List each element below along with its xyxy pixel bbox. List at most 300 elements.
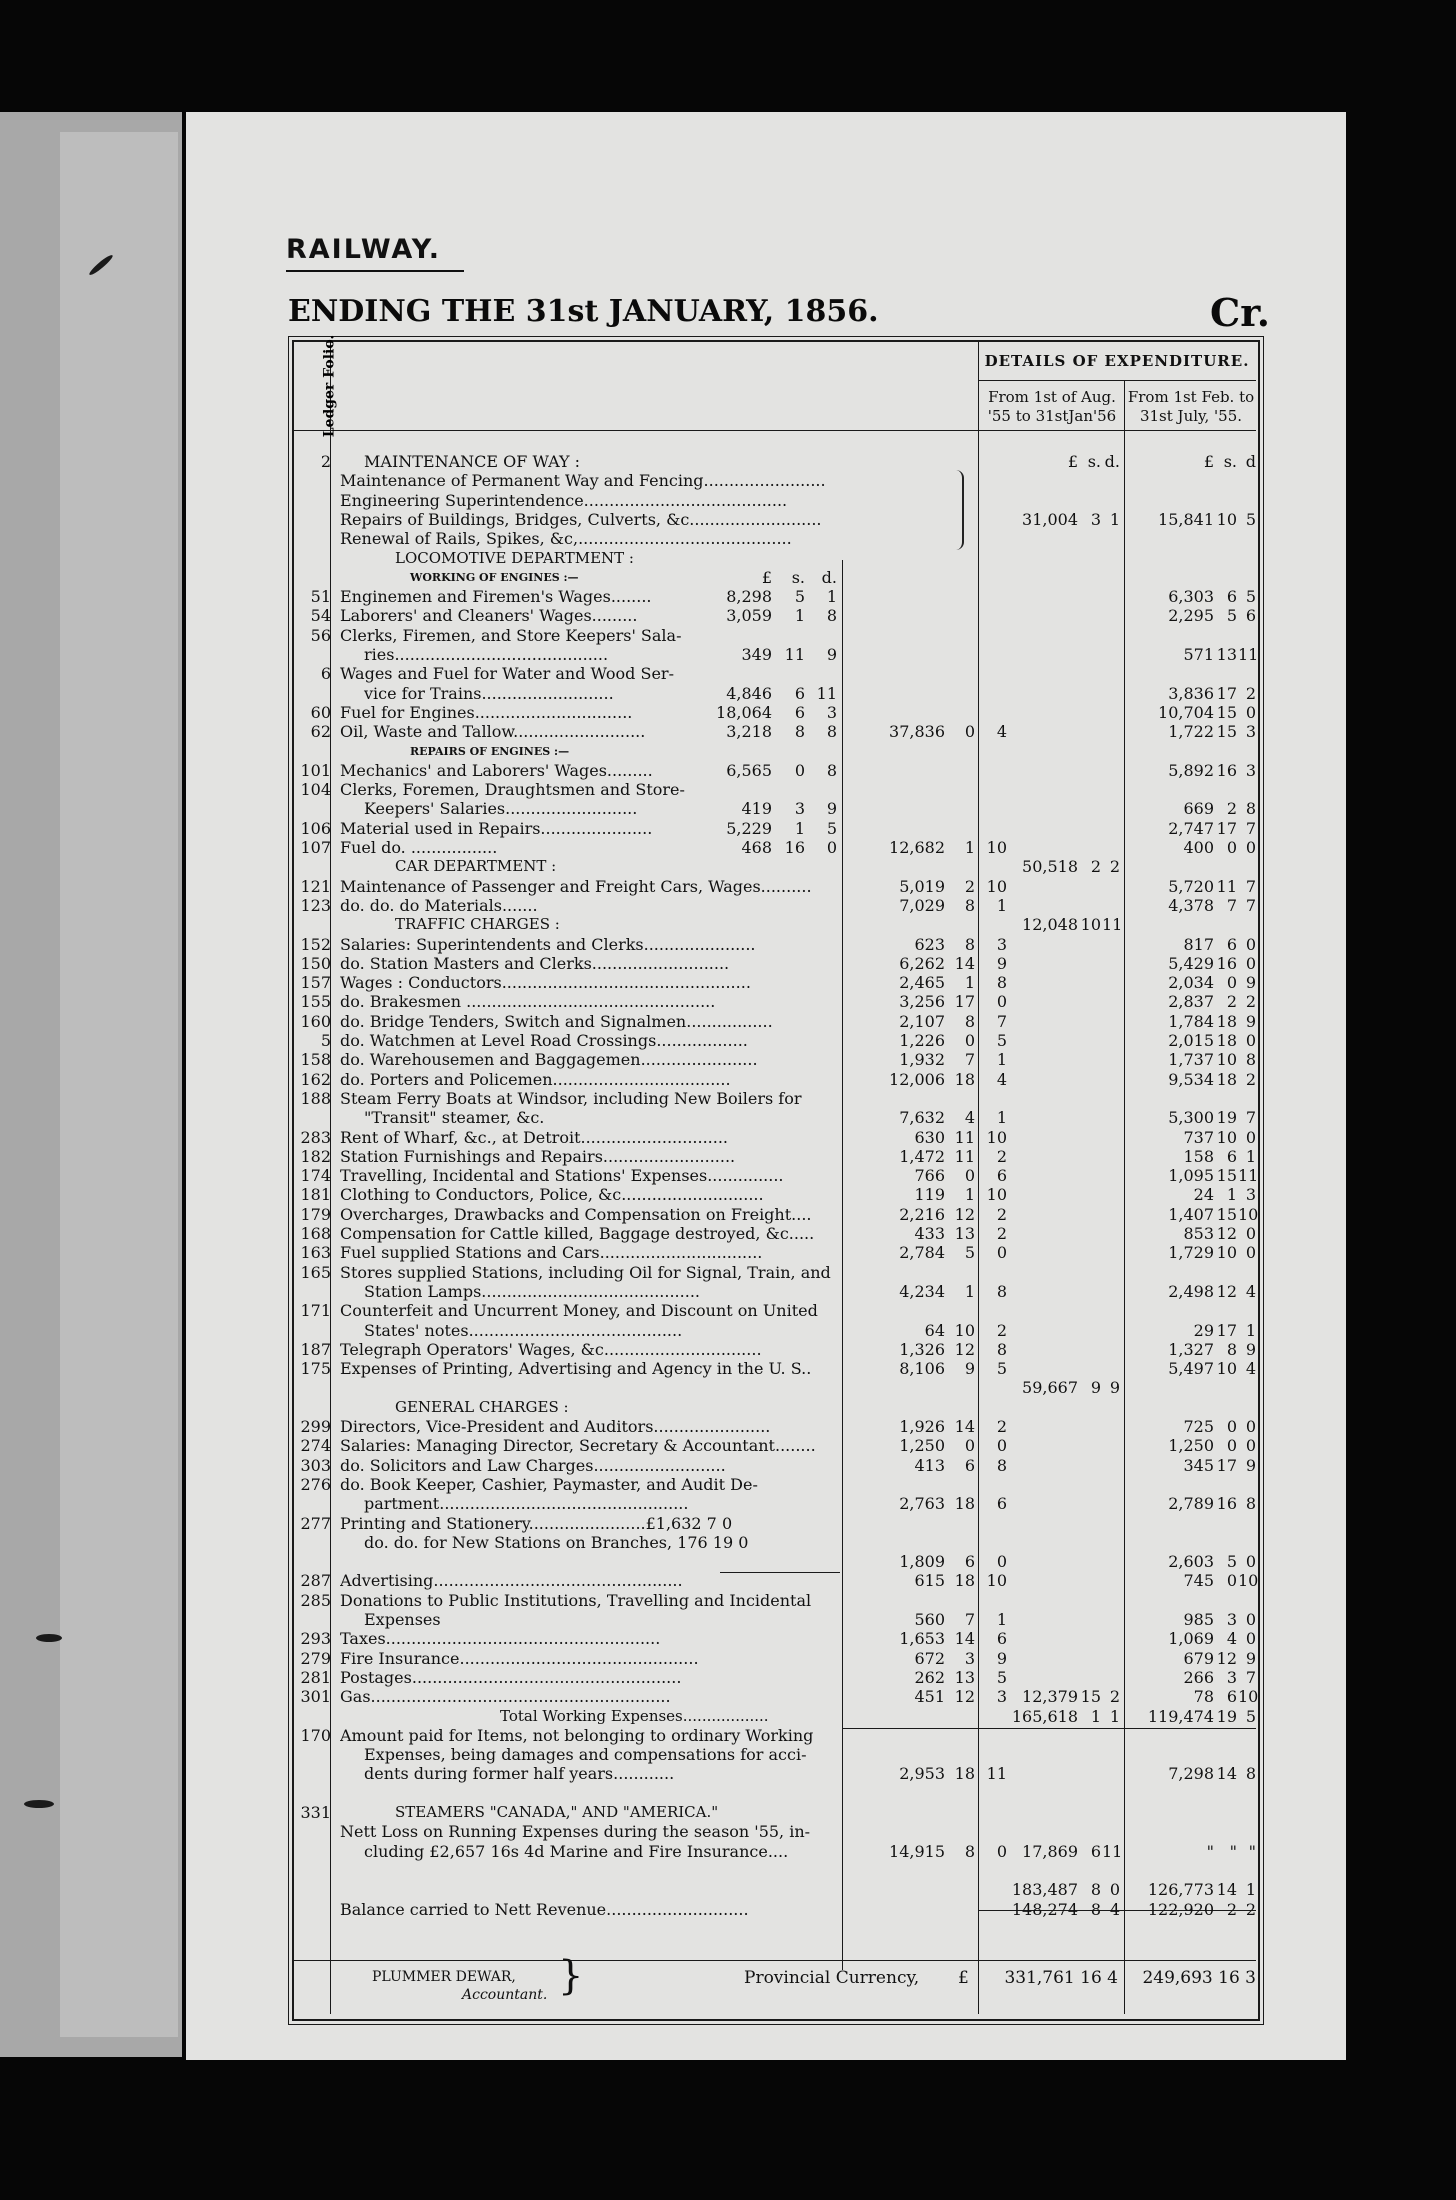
table-row: [0, 1552, 1456, 1571]
item-description: do. Bridge Tenders, Switch and Signalmen.................: [340, 1011, 773, 1031]
table-row: [0, 1687, 1456, 1706]
item-description: Salaries: Superintendents and Clerks......................: [340, 934, 756, 954]
table-row: [0, 568, 1456, 587]
table-row: [0, 1166, 1456, 1185]
amount-c3-pence: 4: [1109, 1899, 1120, 1919]
table-row: [0, 780, 1456, 799]
amount-c3-shillings: s.: [1087, 452, 1101, 471]
amount-c1-shillings: 1: [794, 818, 805, 838]
amount-c1-shillings: 6: [794, 702, 805, 722]
amount-c4-shillings: 4: [1226, 1629, 1237, 1649]
table-row: [0, 1089, 1456, 1108]
amount-c4-shillings: 17: [1216, 1320, 1237, 1340]
amount-c2-pounds: 1,809: [899, 1552, 945, 1572]
amount-c4-shillings: 3: [1226, 1610, 1237, 1629]
amount-c4-pounds: 1,407: [1168, 1204, 1214, 1224]
amount-c4-pounds: 5,497: [1168, 1359, 1214, 1379]
item-description: Travelling, Incidental and Stations' Expenses...............: [340, 1166, 784, 1186]
amount-c2-pence: 8: [996, 1339, 1007, 1359]
amount-c1-pence: d.: [821, 567, 837, 587]
amount-c4-shillings: 5: [1226, 606, 1237, 626]
amount-c4-pence: 9: [1245, 1455, 1256, 1475]
item-description: Expenses: [364, 1610, 441, 1629]
amount-c4-pounds: 737: [1183, 1127, 1214, 1147]
ledger-folio: 163: [300, 1243, 331, 1263]
item-description: Fuel supplied Stations and Cars................................: [340, 1243, 763, 1263]
grand-total-b: 249,693 16 3: [1142, 1968, 1256, 1988]
amount-c4-pounds: 122,920: [1147, 1899, 1214, 1919]
amount-c4-pence: d: [1245, 452, 1256, 471]
item-description: Stores supplied Stations, including Oil for Signal, Train, and: [340, 1262, 831, 1282]
amount-c1-pence: 1: [826, 587, 837, 607]
item-description: TRAFFIC CHARGES :: [395, 915, 560, 934]
page-subtitle: ENDING THE 31st JANUARY, 1856.: [288, 294, 879, 329]
ledger-folio: 171: [300, 1301, 331, 1321]
table-row: [0, 1301, 1456, 1320]
amount-c1-pence: 11: [816, 683, 837, 703]
amount-c3-pence: 2: [1109, 1687, 1120, 1707]
amount-c4-pence: 7: [1245, 818, 1256, 838]
amount-c4-pounds: ": [1206, 1841, 1214, 1861]
ledger-folio: 287: [300, 1571, 331, 1591]
table-row: [0, 1610, 1456, 1629]
ledger-folio: 188: [300, 1088, 331, 1108]
amount-c2-pounds: 766: [914, 1166, 945, 1186]
signature-block: [372, 1968, 547, 2004]
amount-c1-pence: 8: [826, 722, 837, 742]
amount-c4-shillings: 10: [1216, 509, 1237, 529]
amount-c2-pence: 8: [996, 1455, 1007, 1475]
amount-c2-pence: 0: [996, 1436, 1007, 1456]
amount-c4-pence: 10: [1238, 1687, 1259, 1707]
amount-c4-pounds: 5,720: [1168, 876, 1214, 896]
amount-c4-pence: 0: [1245, 1224, 1256, 1243]
amount-c2-shillings: 10: [954, 1320, 975, 1340]
table-row: [0, 954, 1456, 973]
amount-c2-pence: 9: [996, 1648, 1007, 1668]
item-description: Compensation for Cattle killed, Baggage destroyed, &c.....: [340, 1224, 815, 1243]
amount-c4-pence: 2: [1245, 1069, 1256, 1089]
amount-c4-shillings: 11: [1216, 876, 1237, 896]
table-row: [0, 992, 1456, 1011]
item-description: do. Watchmen at Level Road Crossings..................: [340, 1031, 748, 1050]
amount-c3-pence: 11: [1102, 1841, 1123, 1861]
amount-c4-pounds: 679: [1183, 1648, 1214, 1668]
amount-c2-shillings: 0: [964, 1436, 975, 1456]
amount-c2-pence: 6: [996, 1166, 1007, 1186]
amount-c1-pence: 5: [826, 818, 837, 838]
amount-c2-shillings: 18: [954, 1069, 975, 1089]
amount-c4-shillings: 5: [1226, 1552, 1237, 1572]
item-description: "Transit" steamer, &c.: [364, 1108, 545, 1128]
table-row: [0, 645, 1456, 664]
amount-c4-pounds: 2,295: [1168, 606, 1214, 626]
amount-c4-pence: 10: [1238, 1204, 1259, 1224]
amount-c4-pounds: 2,603: [1168, 1552, 1214, 1572]
amount-c4-pounds: 2,034: [1168, 973, 1214, 993]
item-description: Salaries: Managing Director, Secretary & Accountant........: [340, 1436, 816, 1456]
amount-c2-pence: 2: [996, 1224, 1007, 1243]
item-description: do. Warehousemen and Baggagemen.......................: [340, 1050, 758, 1070]
amount-c2-shillings: 14: [954, 1417, 975, 1436]
amount-c3-pence: 1: [1109, 509, 1120, 529]
ledger-folio: 6: [320, 664, 331, 684]
amount-c2-pence: 9: [996, 953, 1007, 973]
amount-c2-pounds: 1,250: [899, 1436, 945, 1456]
amount-c4-pence: 5: [1245, 587, 1256, 607]
page-title: RAILWAY.: [286, 234, 442, 265]
table-row: [0, 742, 1456, 761]
item-description: Expenses, being damages and compensations for acci-: [364, 1745, 807, 1765]
item-description: Postages.....................................................: [340, 1667, 682, 1687]
amount-c4-pence: 10: [1238, 1571, 1259, 1591]
amount-c4-pence: 7: [1245, 1108, 1256, 1128]
item-description: Balance carried to Nett Revenue............................: [340, 1899, 749, 1919]
table-row: [0, 1108, 1456, 1127]
col-b-header-1: From 1st Feb. to: [1127, 388, 1255, 406]
ledger-folio: 104: [300, 780, 331, 800]
item-description: Gas...........................................................: [340, 1687, 671, 1707]
amount-c4-pounds: 119,474: [1147, 1706, 1214, 1726]
amount-c3-shillings: 8: [1090, 1899, 1101, 1919]
amount-c2-pounds: 262: [914, 1667, 945, 1687]
amount-c1-pounds: £: [761, 567, 772, 587]
ledger-folio: 2: [320, 452, 331, 471]
amount-c4-shillings: 18: [1216, 1031, 1237, 1050]
ledger-folio: 281: [300, 1667, 331, 1687]
table-row: [0, 1861, 1456, 1880]
amount-c2-pounds: 672: [914, 1648, 945, 1668]
amount-c2-pounds: 1,653: [899, 1629, 945, 1649]
amount-c4-shillings: 15: [1216, 702, 1237, 722]
ledger-folio: 152: [300, 934, 331, 954]
amount-c3-pounds: 17,869: [1022, 1841, 1078, 1861]
table-row: [0, 1514, 1456, 1533]
amount-c4-pence: 2: [1245, 1899, 1256, 1919]
ledger-folio: 158: [300, 1050, 331, 1070]
amount-c4-pounds: 9,534: [1168, 1069, 1214, 1089]
ledger-folio: 293: [300, 1629, 331, 1649]
amount-c2-shillings: 4: [964, 1108, 975, 1128]
amount-c2-shillings: 8: [964, 1841, 975, 1861]
ledger-folio: 299: [300, 1417, 331, 1436]
amount-c4-shillings: ": [1229, 1841, 1237, 1861]
item-description: vice for Trains..........................: [364, 683, 614, 703]
item-description: MAINTENANCE OF WAY :: [364, 452, 581, 471]
amount-c4-shillings: 10: [1216, 1359, 1237, 1379]
ink-mark: [36, 1634, 62, 1642]
item-description: Overcharges, Drawbacks and Compensation on Freight....: [340, 1204, 812, 1224]
item-description: STEAMERS "CANADA," AND "AMERICA.": [395, 1803, 719, 1821]
amount-c1-shillings: 8: [794, 722, 805, 742]
item-description: Engineering Superintendence........................................: [340, 490, 788, 510]
amount-c1-pounds: 419: [741, 799, 772, 819]
amount-c4-pounds: 1,250: [1168, 1436, 1214, 1456]
amount-c1-shillings: 1: [794, 606, 805, 626]
item-description: do. Porters and Policemen...................................: [340, 1069, 731, 1089]
amount-c1-pence: 9: [826, 645, 837, 664]
ledger-folio: 54: [310, 606, 331, 626]
amount-c2-pounds: 2,465: [899, 973, 945, 993]
table-row: [0, 877, 1456, 896]
amount-c2-shillings: 12: [954, 1687, 975, 1707]
amount-c2-pence: 6: [996, 1629, 1007, 1649]
table-row: [0, 664, 1456, 683]
amount-c3-shillings: 8: [1090, 1880, 1101, 1900]
amount-c4-shillings: 12: [1216, 1224, 1237, 1243]
amount-c4-pence: 9: [1245, 1648, 1256, 1668]
amount-c2-shillings: 18: [954, 1494, 975, 1514]
amount-c4-pounds: 6,303: [1168, 587, 1214, 607]
table-row: [0, 1070, 1456, 1089]
ledger-folio: 168: [300, 1224, 331, 1243]
amount-c2-pounds: 2,784: [899, 1243, 945, 1263]
amount-c4-shillings: 8: [1226, 1339, 1237, 1359]
amount-c2-shillings: 6: [964, 1455, 975, 1475]
amount-c4-shillings: 12: [1216, 1281, 1237, 1301]
amount-c4-pence: 9: [1245, 1339, 1256, 1359]
amount-c4-shillings: 17: [1216, 1455, 1237, 1475]
amount-c4-shillings: 16: [1216, 760, 1237, 780]
amount-c3-pence: d.: [1104, 452, 1120, 471]
amount-c3-shillings: 3: [1090, 509, 1101, 529]
amount-c4-pence: 0: [1245, 1436, 1256, 1456]
amount-c4-shillings: 19: [1216, 1706, 1237, 1726]
amount-c4-pounds: 158: [1183, 1146, 1214, 1166]
rule-header-1: [978, 380, 1256, 381]
accountant-name: PLUMMER DEWAR,: [372, 1969, 516, 1985]
ledger-folio: 187: [300, 1339, 331, 1359]
rule-footer: [292, 1960, 1256, 1961]
ledger-folio: 62: [310, 722, 331, 742]
amount-c3-pence: 9: [1109, 1378, 1120, 1398]
amount-c4-shillings: 10: [1216, 1243, 1237, 1263]
item-description: Fuel do. .................: [340, 838, 498, 857]
item-description: Expenses of Printing, Advertising and Agency in the U. S..: [340, 1359, 812, 1379]
ledger-folio: 123: [300, 895, 331, 915]
amount-c4-pence: 0: [1245, 934, 1256, 954]
item-description: Renewal of Rails, Spikes, &c,..........................................: [340, 529, 792, 549]
amount-c4-pence: 2: [1245, 992, 1256, 1012]
item-description: LOCOMOTIVE DEPARTMENT :: [395, 548, 634, 567]
table-row: [0, 819, 1456, 838]
item-description: Clerks, Firemen, and Store Keepers' Sala-: [340, 625, 682, 645]
table-row: [0, 1745, 1456, 1764]
amount-c4-shillings: 0: [1226, 1436, 1237, 1456]
item-description: Fire Insurance...............................................: [340, 1648, 699, 1668]
amount-c2-shillings: 1: [964, 1281, 975, 1301]
ledger-folio: 170: [300, 1725, 331, 1745]
amount-c4-pence: 7: [1245, 1667, 1256, 1687]
amount-c4-pence: 8: [1245, 1494, 1256, 1514]
item-description: Maintenance of Passenger and Freight Cars, Wages..........: [340, 876, 812, 896]
title-underline: [286, 270, 464, 272]
amount-c2-pounds: 413: [914, 1455, 945, 1475]
ledger-folio-header: Ledger Folio.: [321, 334, 338, 438]
amount-c2-pence: 8: [996, 973, 1007, 993]
item-description: Repairs of Buildings, Bridges, Culverts, &c..........................: [340, 509, 822, 529]
item-description: Keepers' Salaries..........................: [364, 799, 638, 819]
amount-c4-shillings: 15: [1216, 1166, 1237, 1186]
amount-c2-shillings: 2: [964, 876, 975, 896]
currency-label: Provincial Currency,: [744, 1968, 920, 1988]
amount-c2-pence: 0: [996, 992, 1007, 1012]
table-row: [0, 684, 1456, 703]
amount-c4-shillings: 18: [1216, 1011, 1237, 1031]
amount-c3-pounds: £: [1067, 452, 1078, 471]
amount-c2-shillings: 1: [964, 1185, 975, 1205]
item-description: Donations to Public Institutions, Travelling and Incidental: [340, 1590, 812, 1610]
ledger-folio: 279: [300, 1648, 331, 1668]
amount-c1-pence: 8: [826, 606, 837, 626]
amount-c1-pounds: 6,565: [726, 760, 772, 780]
amount-c4-pence: 0: [1245, 1552, 1256, 1572]
amount-c4-pence: 1: [1245, 1320, 1256, 1340]
item-description: do. do. do Materials.......: [340, 895, 538, 915]
pound-sign: £: [958, 1968, 969, 1988]
amount-c4-pence: 3: [1245, 1185, 1256, 1205]
item-description: do. Brakesmen .................................................: [340, 992, 716, 1012]
ledger-folio: 106: [300, 818, 331, 838]
table-row: [0, 722, 1456, 741]
grand-total-a: 331,761 16 4: [1004, 1968, 1118, 1988]
amount-c4-shillings: 2: [1226, 992, 1237, 1012]
amount-c2-pounds: 3,256: [899, 992, 945, 1012]
ink-mark: [24, 1800, 54, 1808]
table-row: [0, 1340, 1456, 1359]
ledger-folio: 274: [300, 1436, 331, 1456]
item-description: Rent of Wharf, &c., at Detroit.............................: [340, 1127, 728, 1147]
amount-c2-pounds: 1,226: [899, 1031, 945, 1050]
ledger-folio: 179: [300, 1204, 331, 1224]
amount-c2-pence: 8: [996, 1281, 1007, 1301]
item-description: do. Solicitors and Law Charges..........................: [340, 1455, 726, 1475]
amount-c2-shillings: 3: [964, 1648, 975, 1668]
table-row: [0, 1224, 1456, 1243]
amount-c1-shillings: 3: [794, 799, 805, 819]
amount-c1-pounds: 468: [741, 838, 772, 857]
amount-c4-pounds: 126,773: [1147, 1880, 1214, 1900]
table-row: [0, 857, 1456, 876]
amount-c4-shillings: 10: [1216, 1050, 1237, 1070]
table-row: [0, 1185, 1456, 1204]
item-description: Wages and Fuel for Water and Wood Ser-: [340, 664, 674, 684]
amount-c2-pounds: 12,682: [889, 838, 945, 857]
amount-c4-pounds: 1,784: [1168, 1011, 1214, 1031]
amount-c2-pounds: 4,234: [899, 1281, 945, 1301]
table-row: [0, 1436, 1456, 1455]
table-row: [0, 1205, 1456, 1224]
amount-c4-pounds: 1,327: [1168, 1339, 1214, 1359]
item-description: Steam Ferry Boats at Windsor, including New Boilers for: [340, 1088, 802, 1108]
amount-c4-shillings: 15: [1216, 722, 1237, 742]
table-row: [0, 510, 1456, 529]
item-description: WORKING OF ENGINES :—: [410, 570, 579, 584]
amount-c2-pounds: 7,029: [899, 895, 945, 915]
table-row: [0, 1629, 1456, 1648]
ledger-folio: 182: [300, 1146, 331, 1166]
item-description: Laborers' and Cleaners' Wages.........: [340, 606, 638, 626]
amount-c4-pounds: 400: [1183, 838, 1214, 857]
amount-c4-pounds: 1,729: [1168, 1243, 1214, 1263]
amount-c2-pence: 2: [996, 1320, 1007, 1340]
amount-c2-shillings: 8: [964, 895, 975, 915]
item-description: Advertising.................................................: [340, 1571, 683, 1591]
amount-c2-pence: 10: [986, 1571, 1007, 1591]
amount-c4-shillings: 6: [1226, 1687, 1237, 1707]
amount-c2-pence: 1: [996, 1108, 1007, 1128]
ledger-folio: 174: [300, 1166, 331, 1186]
amount-c2-pence: 4: [996, 1069, 1007, 1089]
item-description: Enginemen and Firemen's Wages........: [340, 587, 652, 607]
item-description: Nett Loss on Running Expenses during the season '55, in-: [340, 1822, 811, 1842]
ledger-folio: 56: [310, 625, 331, 645]
amount-c4-shillings: 16: [1216, 953, 1237, 973]
amount-c4-pounds: 2,498: [1168, 1281, 1214, 1301]
item-description: Mechanics' and Laborers' Wages.........: [340, 760, 653, 780]
amount-c2-pence: 1: [996, 1610, 1007, 1629]
ledger-folio: 181: [300, 1185, 331, 1205]
amount-c2-shillings: 7: [964, 1610, 975, 1629]
amount-c4-shillings: 0: [1226, 973, 1237, 993]
table-row: [0, 491, 1456, 510]
item-description: Clerks, Foremen, Draughtsmen and Store-: [340, 780, 685, 800]
amount-c2-shillings: 13: [954, 1667, 975, 1687]
amount-c2-shillings: 1: [964, 838, 975, 857]
amount-c1-pounds: 18,064: [716, 702, 772, 722]
signature-brace: }: [558, 1953, 584, 1999]
table-row: [0, 1880, 1456, 1899]
amount-c4-shillings: 2: [1226, 799, 1237, 819]
amount-c2-pence: 11: [986, 1764, 1007, 1784]
amount-c4-pounds: 3,836: [1168, 683, 1214, 703]
amount-c2-pounds: 623: [914, 934, 945, 954]
amount-c4-shillings: 17: [1216, 818, 1237, 838]
amount-c2-pounds: 433: [914, 1224, 945, 1243]
table-row: [0, 1726, 1456, 1745]
ledger-folio: 51: [310, 587, 331, 607]
amount-c4-pence: 3: [1245, 722, 1256, 742]
amount-c3-pence: 2: [1109, 857, 1120, 877]
amount-c4-pence: 0: [1245, 1243, 1256, 1263]
amount-c4-pounds: 1,722: [1168, 722, 1214, 742]
amount-c2-pence: 5: [996, 1031, 1007, 1050]
amount-c4-shillings: 0: [1226, 838, 1237, 857]
accountant-title: Accountant.: [462, 1987, 548, 2003]
amount-c3-pounds: 12,379: [1022, 1687, 1078, 1707]
item-description: ries..........................................: [364, 645, 609, 664]
ledger-folio: 107: [300, 838, 331, 857]
amount-c2-pounds: 630: [914, 1127, 945, 1147]
ledger-folio: 301: [300, 1687, 331, 1707]
amount-c4-pence: 11: [1238, 645, 1259, 664]
table-row: [0, 1822, 1456, 1841]
amount-c4-pence: 0: [1245, 1127, 1256, 1147]
amount-c3-shillings: 1: [1090, 1706, 1101, 1726]
amount-c2-shillings: 0: [964, 722, 975, 742]
table-row: [0, 1398, 1456, 1417]
ledger-folio: 121: [300, 876, 331, 896]
amount-c2-pounds: 2,216: [899, 1204, 945, 1224]
amount-c2-pounds: 14,915: [889, 1841, 945, 1861]
amount-c2-pence: 3: [996, 1687, 1007, 1707]
ledger-folio: 331: [300, 1803, 331, 1822]
amount-c4-shillings: 13: [1216, 645, 1237, 664]
ledger-folio: 162: [300, 1069, 331, 1089]
table-row: [0, 452, 1456, 471]
table-row: [0, 549, 1456, 568]
item-description: cluding £2,657 16s 4d Marine and Fire Insurance....: [364, 1841, 789, 1861]
